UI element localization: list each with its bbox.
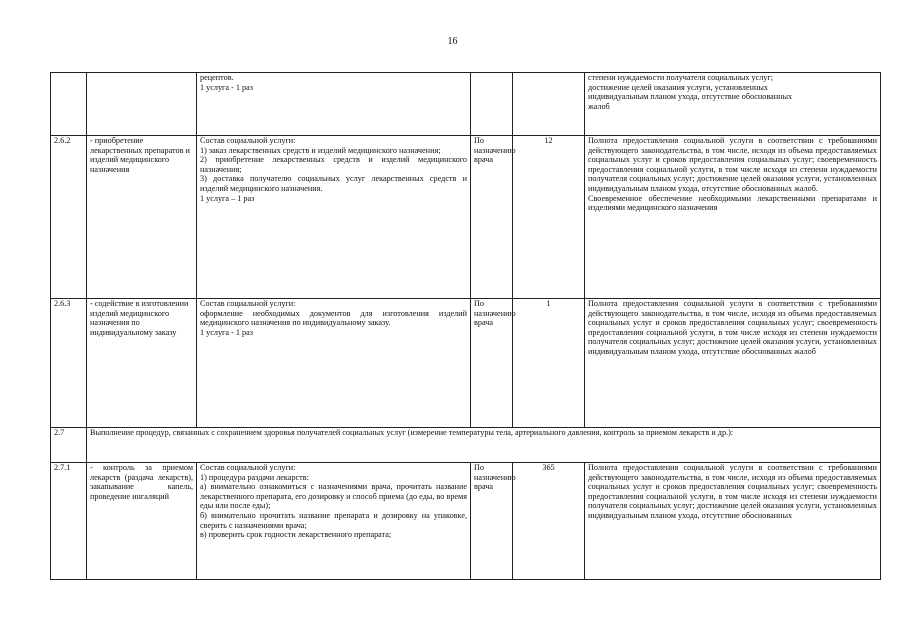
content-line: 1 услуга – 1 раз xyxy=(200,193,255,203)
service-name: - приобретение лекарственных препаратов и изделий медицинского назначения xyxy=(87,136,197,299)
row-number: 2.7.1 xyxy=(51,463,87,580)
quality-line: Полнота предоставления социальной услуги в соответствии с требованиями действующего законодательства, в том числе, исходя из объема предоставляемых социальных услуг и сроков предоставления социальных услуг; своевременность предоставления социальной услуги, в том числе исходя из степени нуждаемости получателя социальных услуг; достижение целей оказания услуги, установленных индивидуальным планом ухода, отсутствие обоснованных жалоб xyxy=(588,299,877,356)
quality-criteria xyxy=(585,73,881,136)
service-name: - содействие в изготовлении изделий медицинского назначения по индивидуальному заказу xyxy=(87,299,197,428)
content-line: б) внимательно прочитать название препарата и дозировку на упаковке, сверить с назначениями врача; xyxy=(200,510,467,530)
quality-line: Полнота предоставления социальной услуги в соответствии с требованиями действующего законодательства, в том числе, исходя из объема предоставляемых социальных услуг и сроков предоставления социальных услуг; своевременность предоставления социальной услуги, в том числе исходя из степени нуждаемости получателя социальных услуг; достижение целей оказания услуги, установленных индивидуальным планом ухода, отсутствие обоснованных xyxy=(588,463,877,520)
content-line: а) внимательно ознакомиться с назначениями врача, прочитать название лекарственного препарата, его дозировку и способ приема (до еды, во время еды или после еды); xyxy=(200,482,467,511)
table-row xyxy=(51,463,881,580)
service-volume: 1 xyxy=(513,299,585,428)
content-line: Состав социальной услуги: xyxy=(200,463,296,472)
service-name: - контроль за приемом лекарств (раздача лекарств), закапывание капель, проведение ингаляций xyxy=(87,463,197,580)
section-title: Выполнение процедур, связанных с сохранением здоровья получателей социальных услуг (измерение температуры тела, артериального давления, контроль за приемом лекарств и др.): xyxy=(87,428,881,463)
content-line: в) проверить срок годности лекарственного препарата; xyxy=(200,530,392,540)
service-period xyxy=(471,73,513,136)
row-number: 2.6.3 xyxy=(51,299,87,428)
service-content xyxy=(197,136,471,299)
service-volume: 365 xyxy=(513,463,585,580)
row-number: 2.7 xyxy=(51,428,87,463)
content-line: 2) приобретение лекарственных средств и изделий медицинского назначения; xyxy=(200,155,467,174)
service-volume: 12 xyxy=(513,136,585,299)
content-line: 1) процедура раздачи лекарств: xyxy=(200,472,309,482)
service-volume xyxy=(513,73,585,136)
service-content xyxy=(197,73,471,136)
quality-criteria xyxy=(585,299,881,428)
page-number: 16 xyxy=(447,36,458,47)
quality-line: степени нуждаемости получателя социальных услуг; xyxy=(588,73,774,82)
content-line: 1 услуга - 1 раз xyxy=(200,327,253,337)
content-line: 1 услуга - 1 раз xyxy=(200,82,253,92)
quality-line: достижение целей оказания услуги, установленных xyxy=(588,82,768,92)
content-line: 1) заказ лекарственных средств и изделий медицинского назначения; xyxy=(200,145,441,155)
table-row xyxy=(51,299,881,428)
services-table xyxy=(50,72,881,580)
service-content xyxy=(197,463,471,580)
row-number: 2.6.2 xyxy=(51,136,87,299)
content-line: рецептов. xyxy=(200,73,234,82)
service-period: По назначению врача xyxy=(471,463,513,580)
content-line: Состав социальной услуги: xyxy=(200,136,296,145)
service-period: По назначению врача xyxy=(471,136,513,299)
content-line: оформление необходимых документов для изготовления изделий медицинского назначения по индивидуальному заказу. xyxy=(200,308,467,328)
row-number xyxy=(51,73,87,136)
quality-criteria xyxy=(585,463,881,580)
content-line: 3) доставка получателю социальных услуг лекарственных средств и изделий медицинского назначения. xyxy=(200,174,467,193)
quality-line: индивидуальным планом ухода, отсутствие обоснованных xyxy=(588,92,793,102)
quality-line: жалоб xyxy=(588,101,610,111)
quality-criteria xyxy=(585,136,881,299)
table-row xyxy=(51,73,881,136)
service-period: По назначению врача xyxy=(471,299,513,428)
section-row xyxy=(51,428,881,463)
content-line: Состав социальной услуги: xyxy=(200,299,296,308)
service-name xyxy=(87,73,197,136)
quality-line: Своевременное обеспечение необходимыми лекарственными препаратами и изделиями медицинского назначения xyxy=(588,193,877,213)
quality-line: Полнота предоставления социальной услуги в соответствии с требованиями действующего законодательства, в том числе, исходя из объема предоставляемых социальных услуг и сроков предоставления социальных услуг; своевременность предоставления социальной услуги, в том числе исходя из степени нуждаемости получателя социальных услуг; достижение целей оказания услуги, установленных индивидуальным планом ухода, отсутствие обоснованных жалоб. xyxy=(588,136,877,193)
service-content xyxy=(197,299,471,428)
table-row xyxy=(51,136,881,299)
